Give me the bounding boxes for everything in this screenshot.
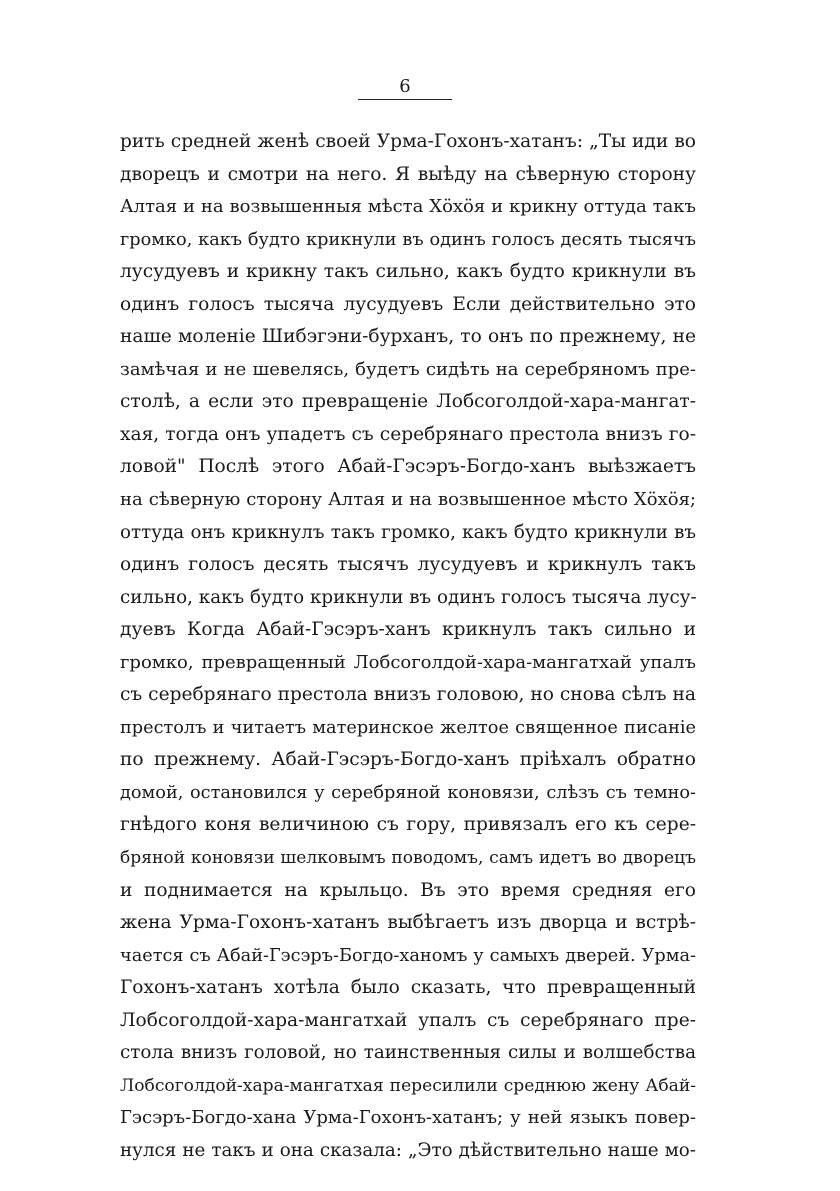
text-line: нулся не такъ и она сказала: „Это дѣйствительно наше мо-	[120, 1139, 696, 1161]
text-line: и поднимается на крыльцо. Въ это время средняя его	[120, 879, 696, 901]
text-line: престолъ и читаетъ материнское желтое священное писаніе	[120, 717, 696, 738]
text-line: одинъ голосъ десять тысячъ лусудуевъ и крикнулъ такъ	[120, 554, 696, 576]
text-line: Гохонъ-хатанъ хотѣла было сказать, что превращенный	[120, 977, 696, 999]
text-line: ловой" Послѣ этого Абай-Гэсэръ-Богдо-ханъ выѣзжаетъ	[120, 456, 696, 478]
text-line: сильно, какъ будто крикнули въ одинъ голосъ тысяча лусу-	[120, 586, 697, 608]
text-line: рить средней женѣ своей Урма-Гохонъ-хатанъ: „Ты иди во	[120, 131, 696, 152]
text-line: съ серебрянаго престола внизъ головою, но снова сѣлъ на	[120, 684, 696, 706]
text-line: громко, какъ будто крикнули въ одинъ голосъ десять тысячъ	[120, 229, 696, 250]
text-line: жена Урма-Гохонъ-хатанъ выбѣгаетъ изъ дворца и встрѣ-	[120, 912, 696, 934]
text-line: хая, тогда онъ упадетъ съ серебрянаго престола внизъ го-	[120, 423, 696, 445]
text-line: дуевъ Когда Абай-Гэсэръ-ханъ крикнулъ такъ сильно и	[120, 619, 696, 641]
text-line: на сѣверную сторону Алтая и на возвышенное мѣсто Хӧхӧя;	[120, 489, 696, 511]
text-line: дворецъ и смотри на него. Я выѣду на сѣверную сторону	[120, 163, 696, 185]
text-line: гнѣдого коня величиною съ гору, привязалъ его къ сере-	[120, 814, 696, 836]
page-number: 6	[399, 76, 411, 97]
page-header	[358, 76, 452, 100]
text-line: стола внизъ головой, но таинственныя силы и волшебства	[120, 1042, 696, 1064]
text-line: одинъ голосъ тысяча лусудуевъ Если действительно это	[120, 293, 696, 315]
text-line: оттуда онъ крикнулъ такъ громко, какъ будто крикнули въ	[120, 521, 696, 543]
text-line: наше моленіе Шибэгэни-бурханъ, то онъ по прежнему, не	[120, 326, 696, 348]
text-line: замѣчая и не шевелясь, будетъ сидѣть на серебряномъ пре-	[120, 358, 696, 380]
text-line: Гэсэръ-Богдо-хана Урма-Гохонъ-хатанъ; у ней языкъ повер-	[120, 1107, 696, 1129]
header-rule	[358, 99, 452, 100]
text-line: домой, остановился у серебряной коновязи, слѣзъ съ темно-	[120, 782, 696, 803]
text-line: громко, превращенный Лобсоголдой-хара-мангатхай упалъ	[120, 651, 696, 673]
body-text	[120, 126, 696, 1168]
text-line: Алтая и на возвышенныя мѣста Хӧхӧя и крикну оттуда такъ	[120, 196, 696, 218]
text-line: лусудуевъ и крикну такъ сильно, какъ будто крикнули въ	[120, 261, 696, 283]
text-line: Лобсоголдой-хара-мангатхай упалъ съ серебрянаго пре-	[120, 1009, 696, 1031]
text-line: чается съ Абай-Гэсэръ-Богдо-ханомъ у самыхъ дверей. Урма-	[120, 945, 696, 966]
text-line: бряной коновязи шелковымъ поводомъ, самъ идетъ во дворецъ	[120, 848, 696, 869]
text-line: столѣ, а если это превращеніе Лобсоголдой-хара-мангат-	[120, 391, 696, 413]
text-line: Лобсоголдой-хара-мангатхая пересилили среднюю жену Абай-	[120, 1075, 696, 1096]
text-line: по прежнему. Абай-Гэсэръ-Богдо-ханъ пріѣхалъ обратно	[120, 749, 696, 771]
